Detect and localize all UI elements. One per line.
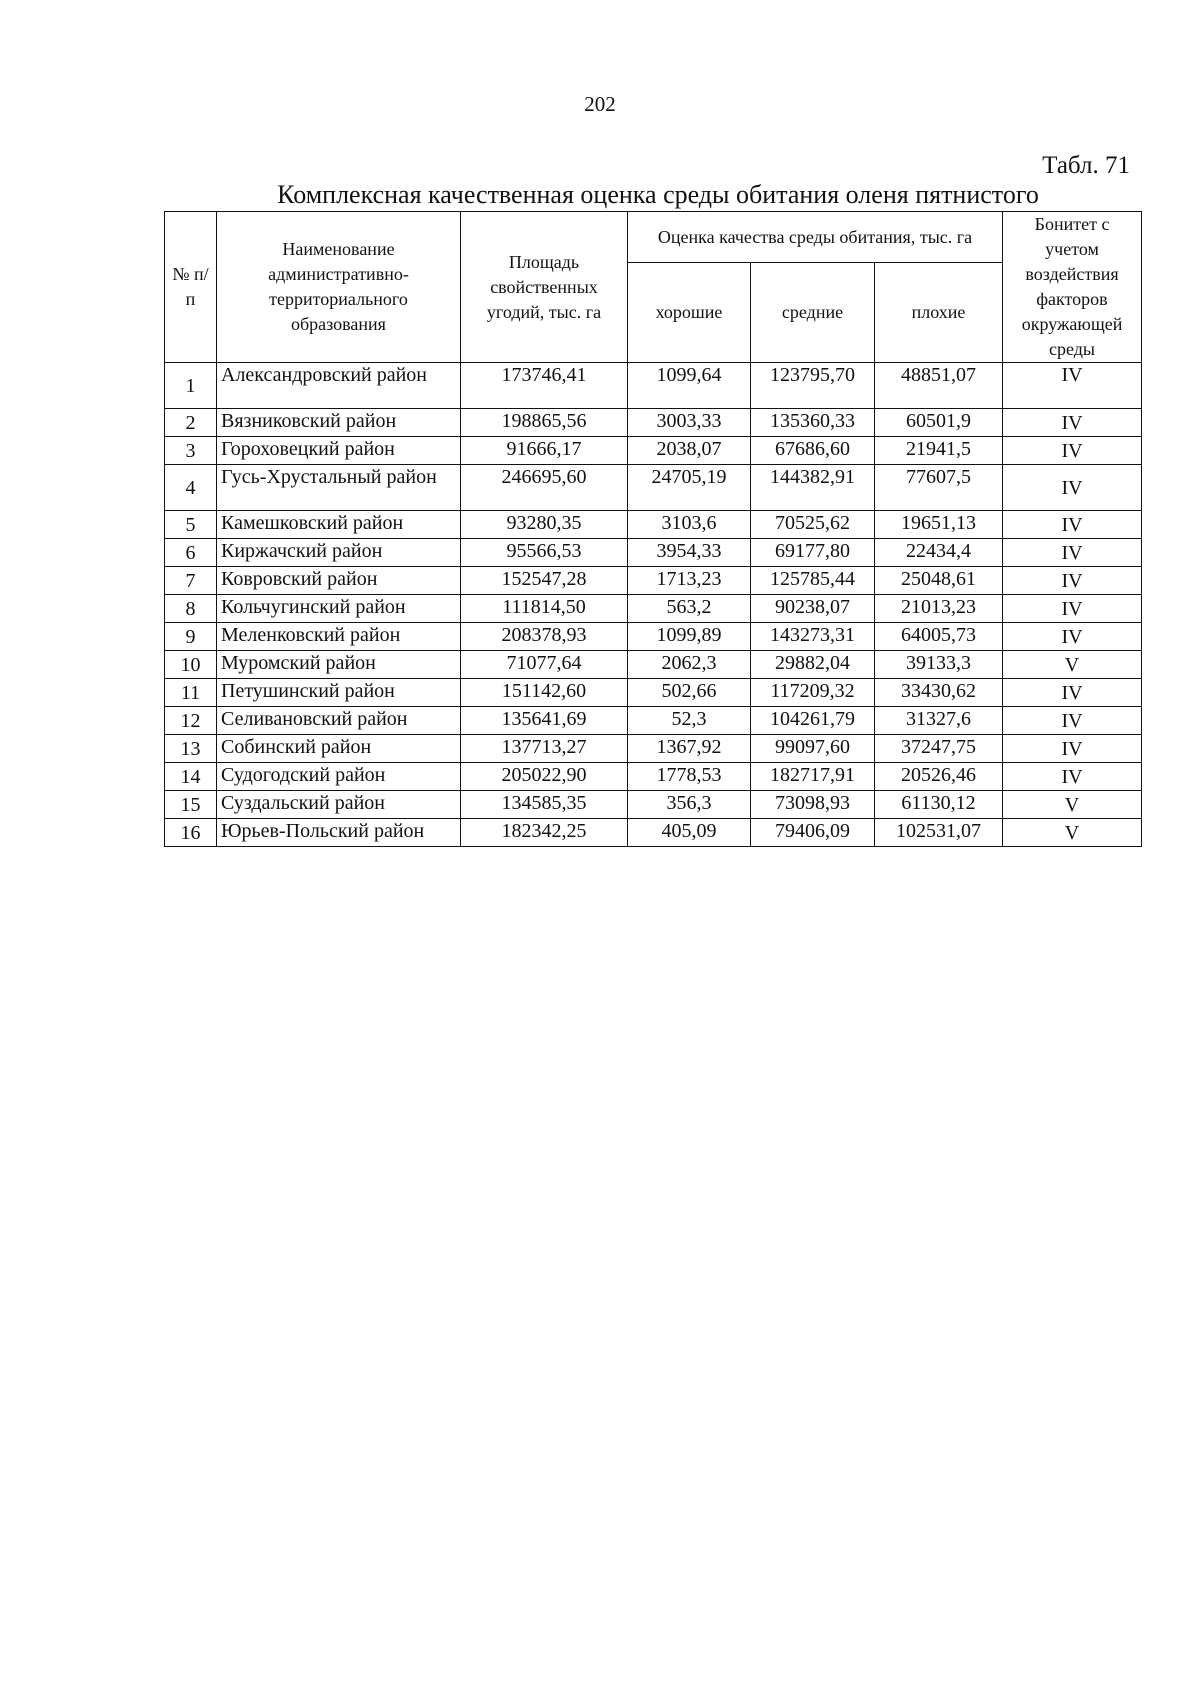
- cell-good: 2062,3: [628, 651, 751, 679]
- table-row: [165, 511, 1142, 539]
- cell-bonitet: IV: [1003, 409, 1142, 437]
- table-label: Табл. 71: [1042, 152, 1130, 179]
- cell-area: 71077,64: [461, 651, 628, 679]
- cell-good: 3954,33: [628, 539, 751, 567]
- cell-bad: 20526,46: [875, 763, 1003, 791]
- cell-good: 356,3: [628, 791, 751, 819]
- table-row: [165, 707, 1142, 735]
- cell-bad: 22434,4: [875, 539, 1003, 567]
- cell-area: 134585,35: [461, 791, 628, 819]
- header-bonitet: Бонитет с учетом воздействия факторов окружающей среды: [1003, 212, 1142, 363]
- cell-bonitet: IV: [1003, 363, 1142, 409]
- cell-area: 152547,28: [461, 567, 628, 595]
- header-medium: средние: [751, 263, 875, 363]
- table-row: [165, 567, 1142, 595]
- cell-bonitet: V: [1003, 791, 1142, 819]
- cell-num: 3: [165, 437, 217, 465]
- cell-medium: 182717,91: [751, 763, 875, 791]
- cell-area: 91666,17: [461, 437, 628, 465]
- cell-medium: 144382,91: [751, 465, 875, 511]
- cell-district-name: Собинский район: [217, 735, 461, 763]
- cell-district-name: Петушинский район: [217, 679, 461, 707]
- table-row: [165, 539, 1142, 567]
- cell-district-name: Гороховецкий район: [217, 437, 461, 465]
- cell-bonitet: IV: [1003, 735, 1142, 763]
- cell-medium: 123795,70: [751, 363, 875, 409]
- cell-num: 12: [165, 707, 217, 735]
- cell-area: 111814,50: [461, 595, 628, 623]
- cell-bonitet: IV: [1003, 623, 1142, 651]
- cell-medium: 70525,62: [751, 511, 875, 539]
- cell-num: 11: [165, 679, 217, 707]
- cell-area: 173746,41: [461, 363, 628, 409]
- cell-bonitet: IV: [1003, 539, 1142, 567]
- table-title: Комплексная качественная оценка среды обитания оленя пятнистого: [277, 180, 1039, 209]
- cell-bonitet: IV: [1003, 707, 1142, 735]
- cell-medium: 79406,09: [751, 819, 875, 847]
- page-number: 202: [584, 92, 616, 116]
- cell-medium: 125785,44: [751, 567, 875, 595]
- cell-num: 9: [165, 623, 217, 651]
- cell-area: 198865,56: [461, 409, 628, 437]
- cell-good: 1367,92: [628, 735, 751, 763]
- header-name: Наименование административно-территориального образования: [217, 212, 461, 363]
- header-good: хорошие: [628, 263, 751, 363]
- cell-bonitet: V: [1003, 819, 1142, 847]
- table-row: [165, 679, 1142, 707]
- cell-area: 208378,93: [461, 623, 628, 651]
- cell-area: 182342,25: [461, 819, 628, 847]
- cell-bonitet: IV: [1003, 437, 1142, 465]
- cell-bad: 48851,07: [875, 363, 1003, 409]
- cell-num: 13: [165, 735, 217, 763]
- cell-bad: 102531,07: [875, 819, 1003, 847]
- cell-good: 3103,6: [628, 511, 751, 539]
- cell-district-name: Гусь-Хрустальный район: [217, 465, 461, 511]
- header-num: № п/п: [165, 212, 217, 363]
- cell-good: 52,3: [628, 707, 751, 735]
- table-row: [165, 623, 1142, 651]
- cell-medium: 67686,60: [751, 437, 875, 465]
- cell-district-name: Юрьев-Польский район: [217, 819, 461, 847]
- cell-num: 8: [165, 595, 217, 623]
- cell-area: 137713,27: [461, 735, 628, 763]
- cell-medium: 104261,79: [751, 707, 875, 735]
- table-header: [165, 212, 1142, 363]
- habitat-assessment-table: [164, 211, 1142, 847]
- cell-bonitet: IV: [1003, 567, 1142, 595]
- cell-district-name: Муромский район: [217, 651, 461, 679]
- table-row: [165, 465, 1142, 511]
- cell-bad: 39133,3: [875, 651, 1003, 679]
- cell-good: 1713,23: [628, 567, 751, 595]
- cell-bad: 60501,9: [875, 409, 1003, 437]
- cell-district-name: Камешковский район: [217, 511, 461, 539]
- cell-bad: 25048,61: [875, 567, 1003, 595]
- cell-area: 205022,90: [461, 763, 628, 791]
- cell-num: 15: [165, 791, 217, 819]
- cell-area: 135641,69: [461, 707, 628, 735]
- cell-district-name: Меленковский район: [217, 623, 461, 651]
- cell-good: 1099,64: [628, 363, 751, 409]
- cell-bad: 21013,23: [875, 595, 1003, 623]
- cell-bad: 37247,75: [875, 735, 1003, 763]
- cell-bonitet: IV: [1003, 465, 1142, 511]
- cell-medium: 143273,31: [751, 623, 875, 651]
- cell-bad: 61130,12: [875, 791, 1003, 819]
- cell-num: 16: [165, 819, 217, 847]
- header-quality-group: Оценка качества среды обитания, тыс. га: [628, 212, 1003, 263]
- table-row: [165, 409, 1142, 437]
- cell-bad: 64005,73: [875, 623, 1003, 651]
- cell-district-name: Кольчугинский район: [217, 595, 461, 623]
- cell-good: 24705,19: [628, 465, 751, 511]
- cell-good: 3003,33: [628, 409, 751, 437]
- cell-num: 5: [165, 511, 217, 539]
- cell-bad: 77607,5: [875, 465, 1003, 511]
- table-row: [165, 595, 1142, 623]
- cell-bad: 33430,62: [875, 679, 1003, 707]
- cell-good: 563,2: [628, 595, 751, 623]
- table-row: [165, 363, 1142, 409]
- cell-district-name: Суздальский район: [217, 791, 461, 819]
- cell-num: 2: [165, 409, 217, 437]
- cell-district-name: Киржачский район: [217, 539, 461, 567]
- cell-bad: 21941,5: [875, 437, 1003, 465]
- table-body: [165, 363, 1142, 847]
- cell-good: 2038,07: [628, 437, 751, 465]
- cell-num: 14: [165, 763, 217, 791]
- cell-bonitet: IV: [1003, 511, 1142, 539]
- cell-area: 93280,35: [461, 511, 628, 539]
- cell-num: 1: [165, 363, 217, 409]
- cell-area: 246695,60: [461, 465, 628, 511]
- cell-district-name: Селивановский район: [217, 707, 461, 735]
- header-area: Площадь свойственных угодий, тыс. га: [461, 212, 628, 363]
- cell-bad: 31327,6: [875, 707, 1003, 735]
- cell-num: 6: [165, 539, 217, 567]
- cell-district-name: Вязниковский район: [217, 409, 461, 437]
- cell-num: 10: [165, 651, 217, 679]
- cell-bonitet: IV: [1003, 679, 1142, 707]
- cell-area: 151142,60: [461, 679, 628, 707]
- cell-num: 4: [165, 465, 217, 511]
- cell-good: 1778,53: [628, 763, 751, 791]
- cell-medium: 99097,60: [751, 735, 875, 763]
- table-row: [165, 819, 1142, 847]
- cell-bonitet: IV: [1003, 763, 1142, 791]
- cell-medium: 29882,04: [751, 651, 875, 679]
- cell-medium: 117209,32: [751, 679, 875, 707]
- header-bad: плохие: [875, 263, 1003, 363]
- cell-medium: 90238,07: [751, 595, 875, 623]
- cell-good: 1099,89: [628, 623, 751, 651]
- cell-good: 502,66: [628, 679, 751, 707]
- cell-district-name: Судогодский район: [217, 763, 461, 791]
- cell-district-name: Ковровский район: [217, 567, 461, 595]
- cell-medium: 135360,33: [751, 409, 875, 437]
- table-row: [165, 651, 1142, 679]
- table-row: [165, 437, 1142, 465]
- cell-bonitet: V: [1003, 651, 1142, 679]
- table-row: [165, 791, 1142, 819]
- cell-good: 405,09: [628, 819, 751, 847]
- cell-area: 95566,53: [461, 539, 628, 567]
- cell-num: 7: [165, 567, 217, 595]
- cell-medium: 69177,80: [751, 539, 875, 567]
- table-row: [165, 763, 1142, 791]
- table-row: [165, 735, 1142, 763]
- cell-medium: 73098,93: [751, 791, 875, 819]
- cell-bad: 19651,13: [875, 511, 1003, 539]
- cell-district-name: Александровский район: [217, 363, 461, 409]
- cell-bonitet: IV: [1003, 595, 1142, 623]
